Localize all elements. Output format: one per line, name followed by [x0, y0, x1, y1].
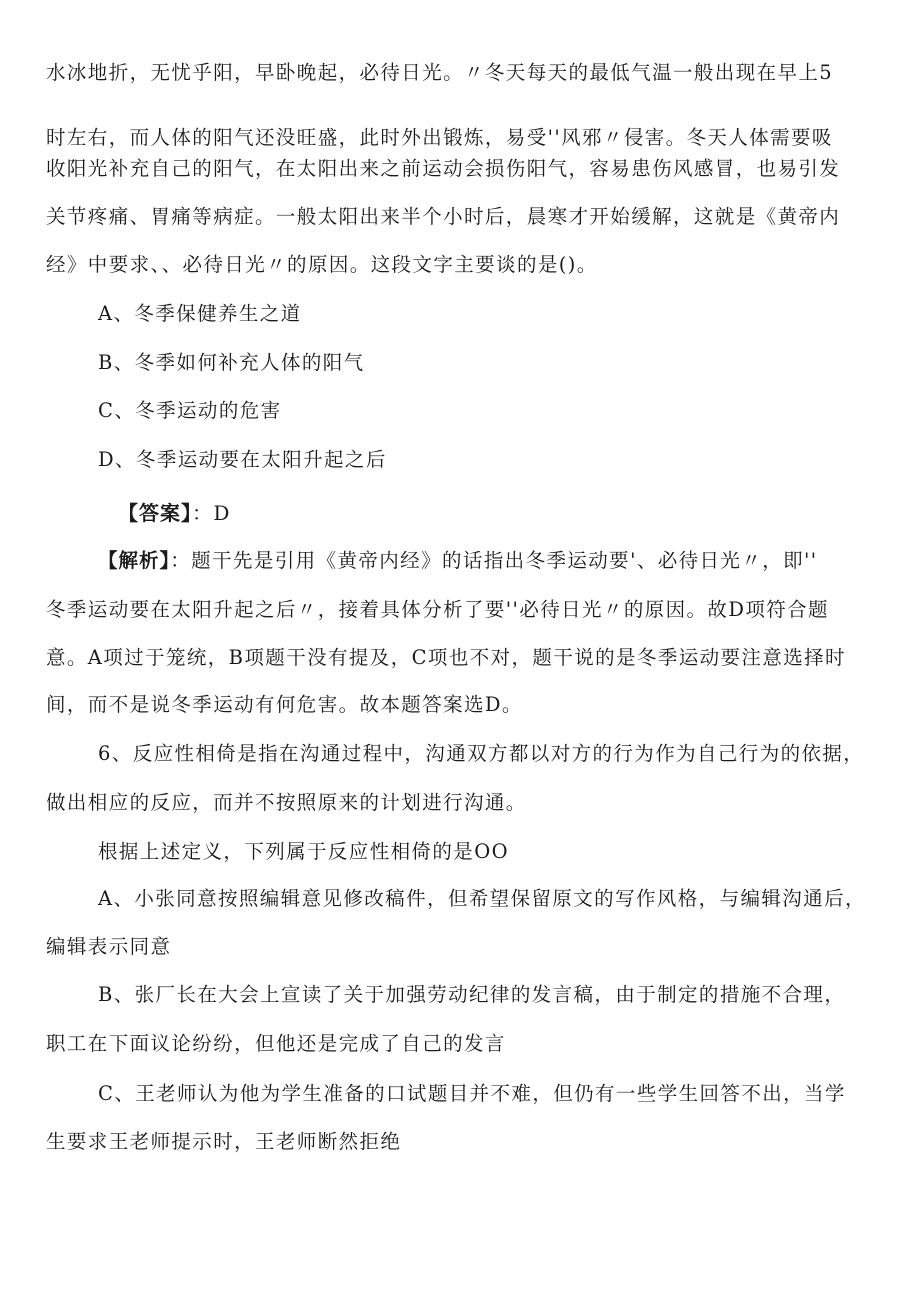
passage-line: 时左右，而人体的阳气还没旺盛，此时外出锻炼，易受''风邪〃侵害。冬天人体需要吸: [46, 126, 833, 149]
explanation-line: 【解析】：题干先是引用《黄帝内经》的话指出冬季运动要'、必待日光〃，即'': [98, 549, 818, 572]
q6-prompt: 根据上述定义，下列属于反应性相倚的是OO: [98, 840, 509, 863]
q6-stem-line: 6、反应性相倚是指在沟通过程中，沟通双方都以对方的行为作为自己行为的依据，: [98, 742, 865, 765]
passage-line: 关节疼痛、胃痛等病症。一般太阳出来半个小时后，晨寒才开始缓解，这就是《黄帝内: [46, 205, 841, 228]
passage-line: 水冰地折，无忧乎阳，早卧晚起，必待日光。〃冬天每天的最低气温一般出现在早上5: [46, 61, 834, 84]
passage-line: 经》中要求、、必待日光〃的原因。这段文字主要谈的是()。: [46, 253, 598, 276]
q6-option-a: A、小张同意按照编辑意见修改稿件，但希望保留原文的写作风格，与编辑沟通后，: [98, 887, 866, 910]
q6-option-b-cont: 职工在下面议论纷纷，但他还是完成了自己的发言: [46, 1032, 506, 1055]
explanation-label: 【解析】: [98, 549, 171, 572]
answer-value: ：D: [192, 501, 231, 525]
q6-option-c-cont: 生要求王老师提示时，王老师断然拒绝: [46, 1130, 402, 1153]
option-d: D、冬季运动要在太阳升起之后: [98, 448, 387, 471]
explanation-line: 意。A项过于笼统，B项题干没有提及，C项也不对，题干说的是冬季运动要注意选择时: [46, 646, 846, 669]
option-b: B、冬季如何补充人体的阳气: [98, 351, 365, 374]
passage-line: 收阳光补充自己的阳气，在太阳出来之前运动会损伤阳气，容易患伤风感冒，也易引发: [46, 157, 841, 180]
q6-option-c: C、王老师认为他为学生准备的口试题目并不难，但仍有一些学生回答不出，当学: [98, 1082, 846, 1105]
answer-label: 【答案】: [118, 501, 192, 525]
option-c: C、冬季运动的危害: [98, 399, 282, 422]
explanation-line: 间，而不是说冬季运动有何危害。故本题答案选D。: [46, 693, 523, 716]
explanation-line: 冬季运动要在太阳升起之后〃，接着具体分析了要''必待日光〃的原因。故D项符合题: [46, 598, 829, 621]
q6-option-b: B、张厂长在大会上宣读了关于加强劳动纪律的发言稿，由于制定的措施不合理，: [98, 983, 846, 1006]
answer-line: [118, 500, 231, 526]
option-a: A、冬季保健养生之道: [98, 302, 302, 325]
q6-option-a-cont: 编辑表示同意: [46, 935, 172, 958]
q6-stem-line: 做出相应的反应，而并不按照原来的计划进行沟通。: [46, 791, 527, 814]
